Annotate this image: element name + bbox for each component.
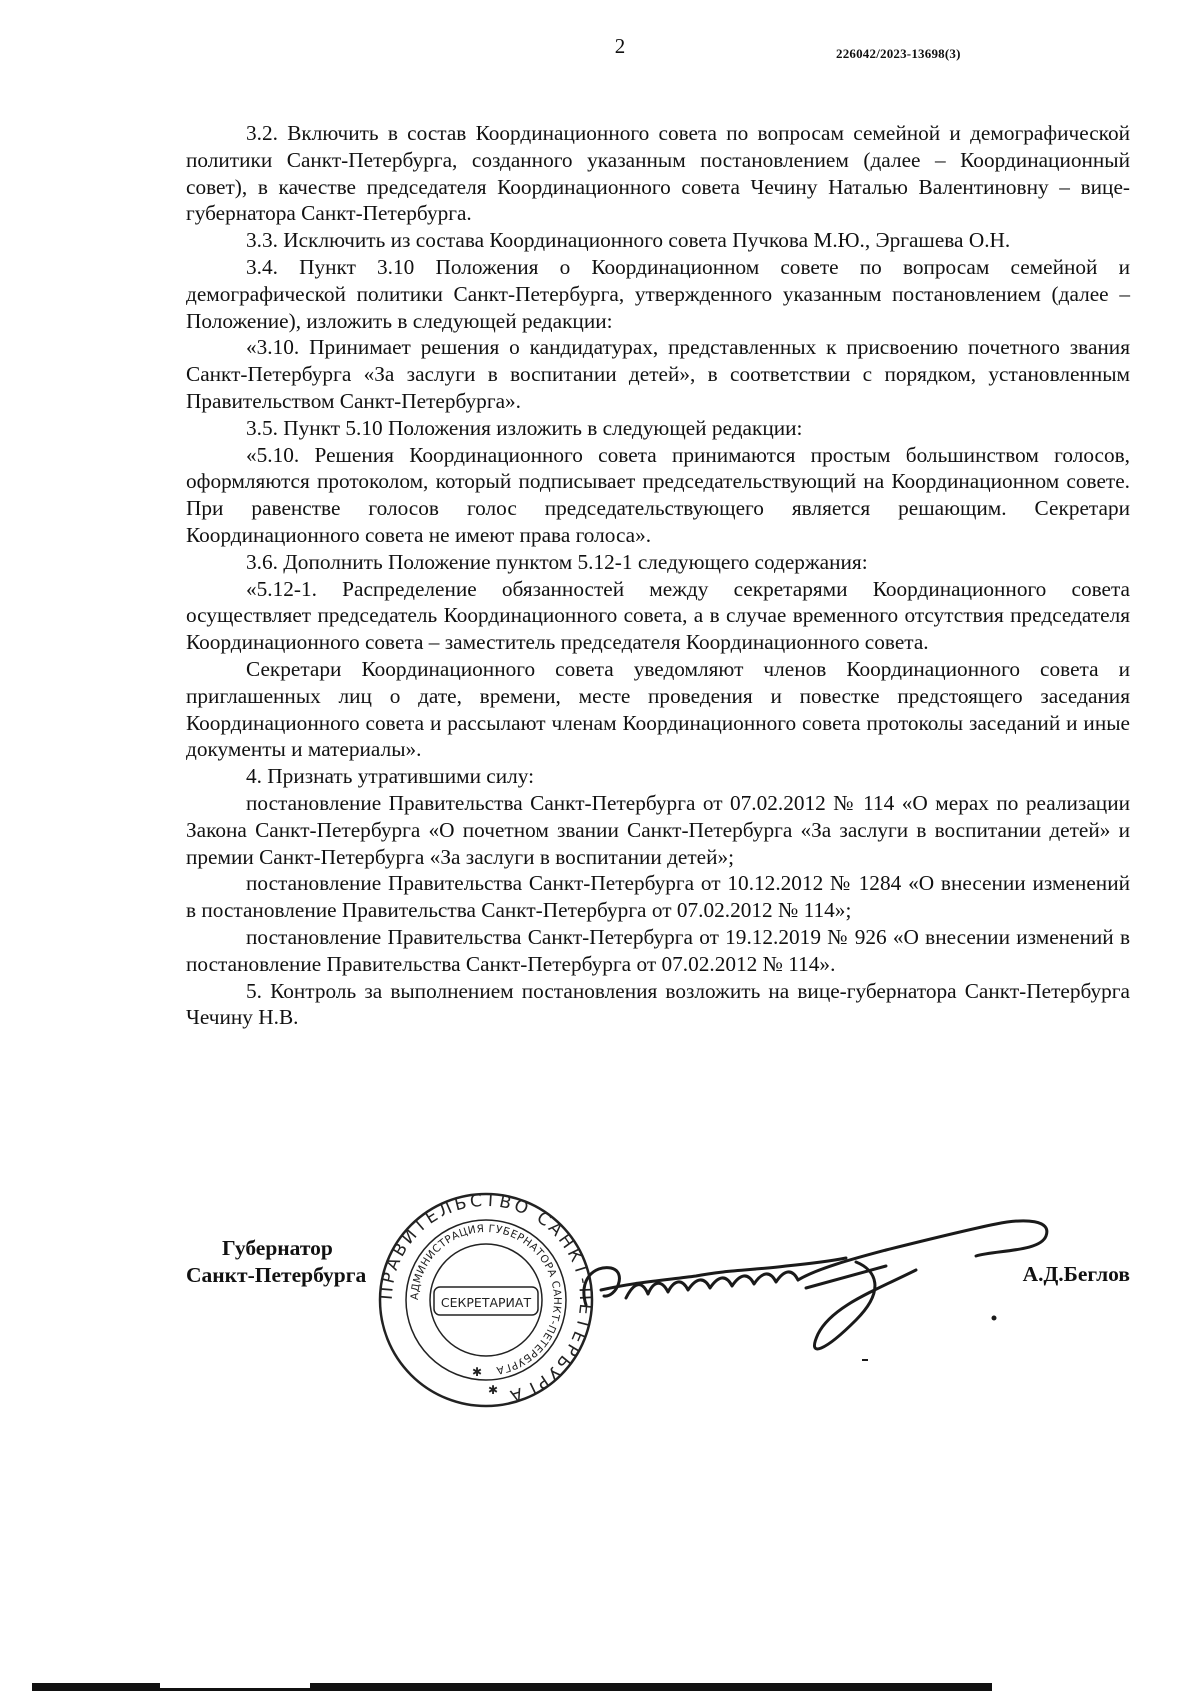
paragraph-secretaries: Секретари Координационного совета уведомляют членов Координационного совета и приглашенных лиц о дате, времени, месте проведения и повестке предстоящего заседания Координационного совета и рассылают членам Координационного совета протоколы заседаний и иные документы и материалы». bbox=[186, 656, 1130, 762]
svg-text:✱: ✱ bbox=[472, 1365, 483, 1379]
paragraph-3-6: 3.6. Дополнить Положение пунктом 5.12-1 следующего содержания: bbox=[246, 549, 868, 574]
paragraph-5-12-1-quote: «5.12-1. Распределение обязанностей между секретарями Координационного совета осуществляет председатель Координационного совета, а в случае временного отсутствия председателя Координационного совета – заместитель председателя Координационного совета. bbox=[186, 576, 1130, 655]
stamp-inner-text: АДМИНИСТРАЦИЯ ГУБЕРНАТОРА САНКТ-ПЕТЕРБУРГА bbox=[408, 1222, 564, 1377]
paragraph-4: 4. Признать утратившими силу: bbox=[246, 764, 535, 789]
signatory-name: А.Д.Беглов bbox=[1022, 1262, 1130, 1286]
handwritten-signature-icon bbox=[556, 1210, 1116, 1370]
scan-edge-gap bbox=[160, 1683, 310, 1688]
signatory-title bbox=[186, 1235, 366, 1289]
svg-text:✱: ✱ bbox=[488, 1383, 499, 1397]
stamp-center-text: СЕКРЕТАРИАТ bbox=[440, 1295, 532, 1310]
stamp-outer-text: ПРАВИТЕЛЬСТВО САНКТ-ПЕТЕРБУРГА bbox=[376, 1190, 596, 1407]
paragraph-3-5: 3.5. Пункт 5.10 Положения изложить в следующей редакции: bbox=[246, 415, 803, 440]
paragraph-3-2: 3.2. Включить в состав Координационного совета по вопросам семейной и демографической политики Санкт-Петербурга, созданного указанным постановлением (далее – Координационный совет), в качестве председателя Координационного совета Чечину Наталью Валентиновну – вице-губернатора Санкт-Петербурга. bbox=[186, 121, 1130, 226]
paragraph-4-item-1: постановление Правительства Санкт-Петербурга от 07.02.2012 № 114 «О мерах по реализации Закона Санкт-Петербурга «О почетном звании Санкт-Петербурга «За заслуги в воспитании детей» и премии Санкт-Петербурга «За заслуги в воспитании детей»; bbox=[186, 790, 1130, 869]
paragraph-3-10-quote: «3.10. Принимает решения о кандидатурах, представленных к присвоению почетного звания Санкт-Петербурга «За заслуги в воспитании детей», в соответствии с порядком, установленным Правительством Санкт-Петербурга». bbox=[186, 335, 1130, 413]
paragraph-4-item-3: постановление Правительства Санкт-Петербурга от 19.12.2019 № 926 «О внесении изменений в постановление Правительства Санкт-Петербурга от 07.02.2012 № 114». bbox=[186, 924, 1130, 976]
page-number: 2 bbox=[614, 34, 626, 58]
signatory-title-line2: Санкт-Петербурга bbox=[186, 1263, 367, 1287]
paragraph-3-3: 3.3. Исключить из состава Координационного совета Пучкова М.Ю., Эргашева О.Н. bbox=[246, 228, 1011, 253]
paragraph-3-4: 3.4. Пункт 3.10 Положения о Координационном совете по вопросам семейной и демографической политики Санкт-Петербурга, утвержденного указанным постановлением (далее – Положение), изложить в следующей редакции: bbox=[186, 254, 1130, 333]
signatory-title-line1: Губернатор bbox=[222, 1236, 333, 1260]
document-id: 226042/2023-13698(3) bbox=[836, 46, 961, 61]
paragraph-4-item-2: постановление Правительства Санкт-Петербурга от 10.12.2012 № 1284 «О внесении изменений в постановление Правительства Санкт-Петербурга от 07.02.2012 № 114»; bbox=[186, 871, 1130, 923]
paragraph-5: 5. Контроль за выполнением постановления возложить на вице-губернатора Санкт-Петербурга Чечину Н.В. bbox=[186, 978, 1130, 1030]
paragraph-5-10-quote: «5.10. Решения Координационного совета принимаются простым большинством голосов, оформляются протоколом, который подписывает председательствующий на Координационном совете. При равенстве голосов голос председательствующего является решающим. Секретари Координационного совета не имеют права голоса». bbox=[186, 442, 1130, 547]
document-body bbox=[186, 120, 1130, 1031]
signature-block bbox=[186, 1190, 1130, 1430]
